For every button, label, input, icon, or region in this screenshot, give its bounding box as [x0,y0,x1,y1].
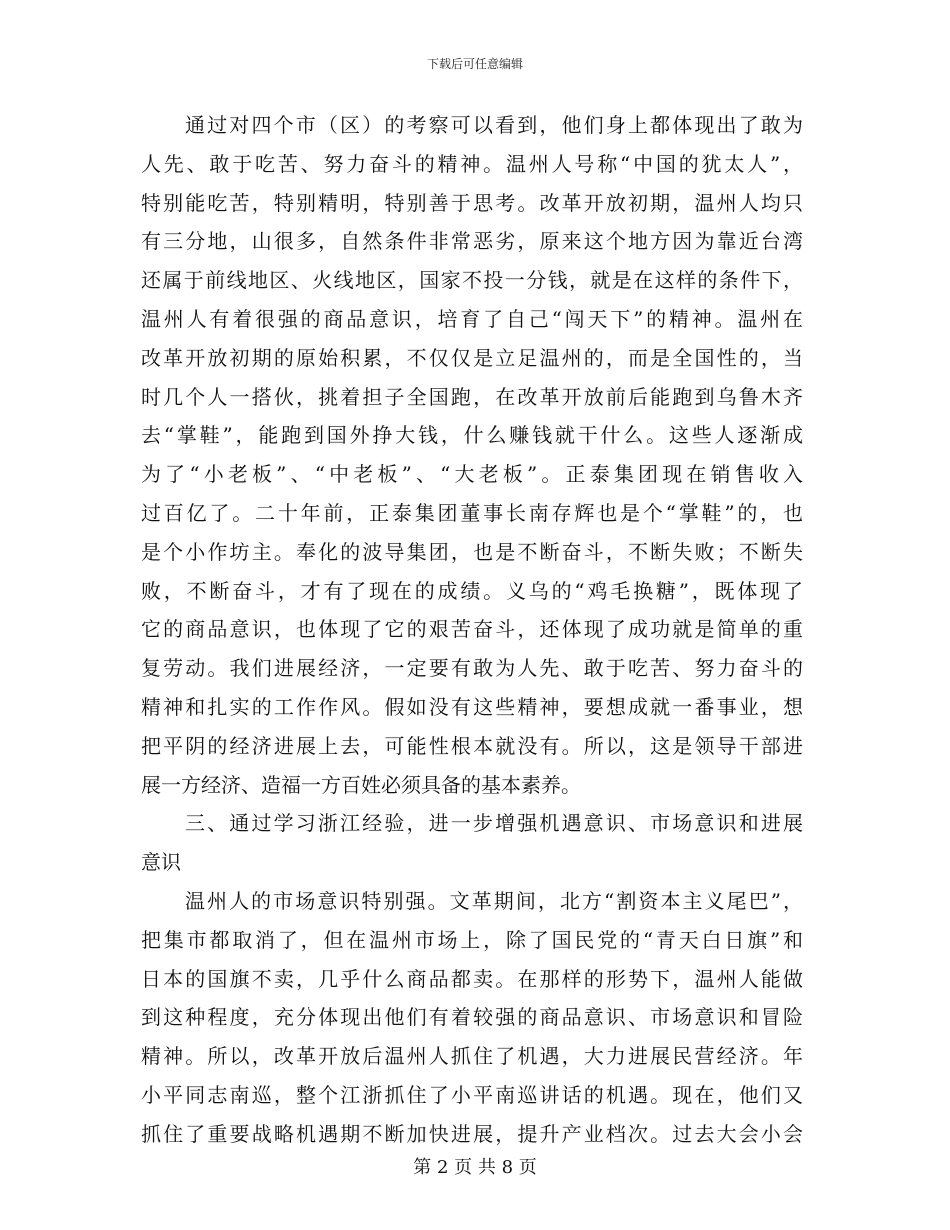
section-heading-line: 三、通过学习浙江经验，进一步增强机遇意识、市场意识和进展 [185,811,803,836]
text-line: 它的商品意识，也体现了它的艰苦奋斗，还体现了成功就是简单的重 [141,617,803,642]
text-line: 把平阴的经济进展上去，可能性根本就没有。所以，这是领导干部进 [141,733,803,758]
text-line: 时几个人一搭伙，挑着担子全国跑，在改革开放前后能跑到乌鲁木齐 [141,384,803,409]
text-line: 展一方经济、造福一方百姓必须具备的基本素养。 [141,772,581,797]
text-line: 到这种程度，充分体现出他们有着较强的商品意识、市场意识和冒险 [141,1005,803,1030]
text-line: 有三分地，山很多，自然条件非常恶劣，原来这个地方因为靠近台湾 [141,229,803,254]
text-line: 败，不断奋斗，才有了现在的成绩。义乌的“鸡毛换糖”，既体现了 [141,578,803,603]
text-line: 抓住了重要战略机遇期不断加快进展，提升产业档次。过去大会小会 [141,1121,803,1146]
text-line: 精神。所以，改革开放后温州人抓住了机遇，大力进展民营经济。年 [141,1044,803,1069]
section-heading-line: 意识 [141,850,181,875]
text-line: 温州人有着很强的商品意识，培育了自己“闯天下”的精神。温州在 [141,306,803,331]
text-line: 过百亿了。二十年前，正泰集团董事长南存辉也是个“掌鞋”的，也 [141,500,803,525]
text-line: 改革开放初期的原始积累，不仅仅是立足温州的，而是全国性的，当 [141,345,803,370]
text-line: 通过对四个市（区）的考察可以看到，他们身上都体现出了敢为 [185,113,803,137]
text-line: 复劳动。我们进展经济，一定要有敢为人先、敢于吃苦、努力奋斗的 [141,656,803,681]
text-line: 温州人的市场意识特别强。文革期间，北方“割资本主义尾巴”， [185,888,803,913]
header-note: 下载后可任意编辑 [426,57,523,71]
document-body [141,106,803,1154]
text-line: 把集市都取消了，但在温州市场上，除了国民党的“青天白日旗”和 [141,927,803,952]
text-line: 精神和扎实的工作作风。假如没有这些精神，要想成就一番事业，想 [141,694,803,719]
page-footer: 第 2 页 共 8 页 [413,1157,537,1178]
text-line: 为了“小老板”、“中老板”、“大老板”。正泰集团现在销售收入 [141,462,803,487]
text-line: 还属于前线地区、火线地区，国家不投一分钱，就是在这样的条件下， [141,268,803,293]
text-line: 是个小作坊主。奉化的波导集团，也是不断奋斗，不断失败；不断失 [141,539,803,564]
text-line: 特别能吃苦，特别精明，特别善于思考。改革开放初期，温州人均只 [141,190,803,215]
text-line: 人先、敢于吃苦、努力奋斗的精神。温州人号称“中国的犹太人”， [141,151,803,176]
text-line: 小平同志南巡，整个江浙抓住了小平南巡讲话的机遇。现在，他们又 [141,1082,803,1107]
text-line: 去“掌鞋”，能跑到国外挣大钱，什么赚钱就干什么。这些人逐渐成 [141,423,803,448]
text-line: 日本的国旗不卖，几乎什么商品都卖。在那样的形势下，温州人能做 [141,966,803,991]
